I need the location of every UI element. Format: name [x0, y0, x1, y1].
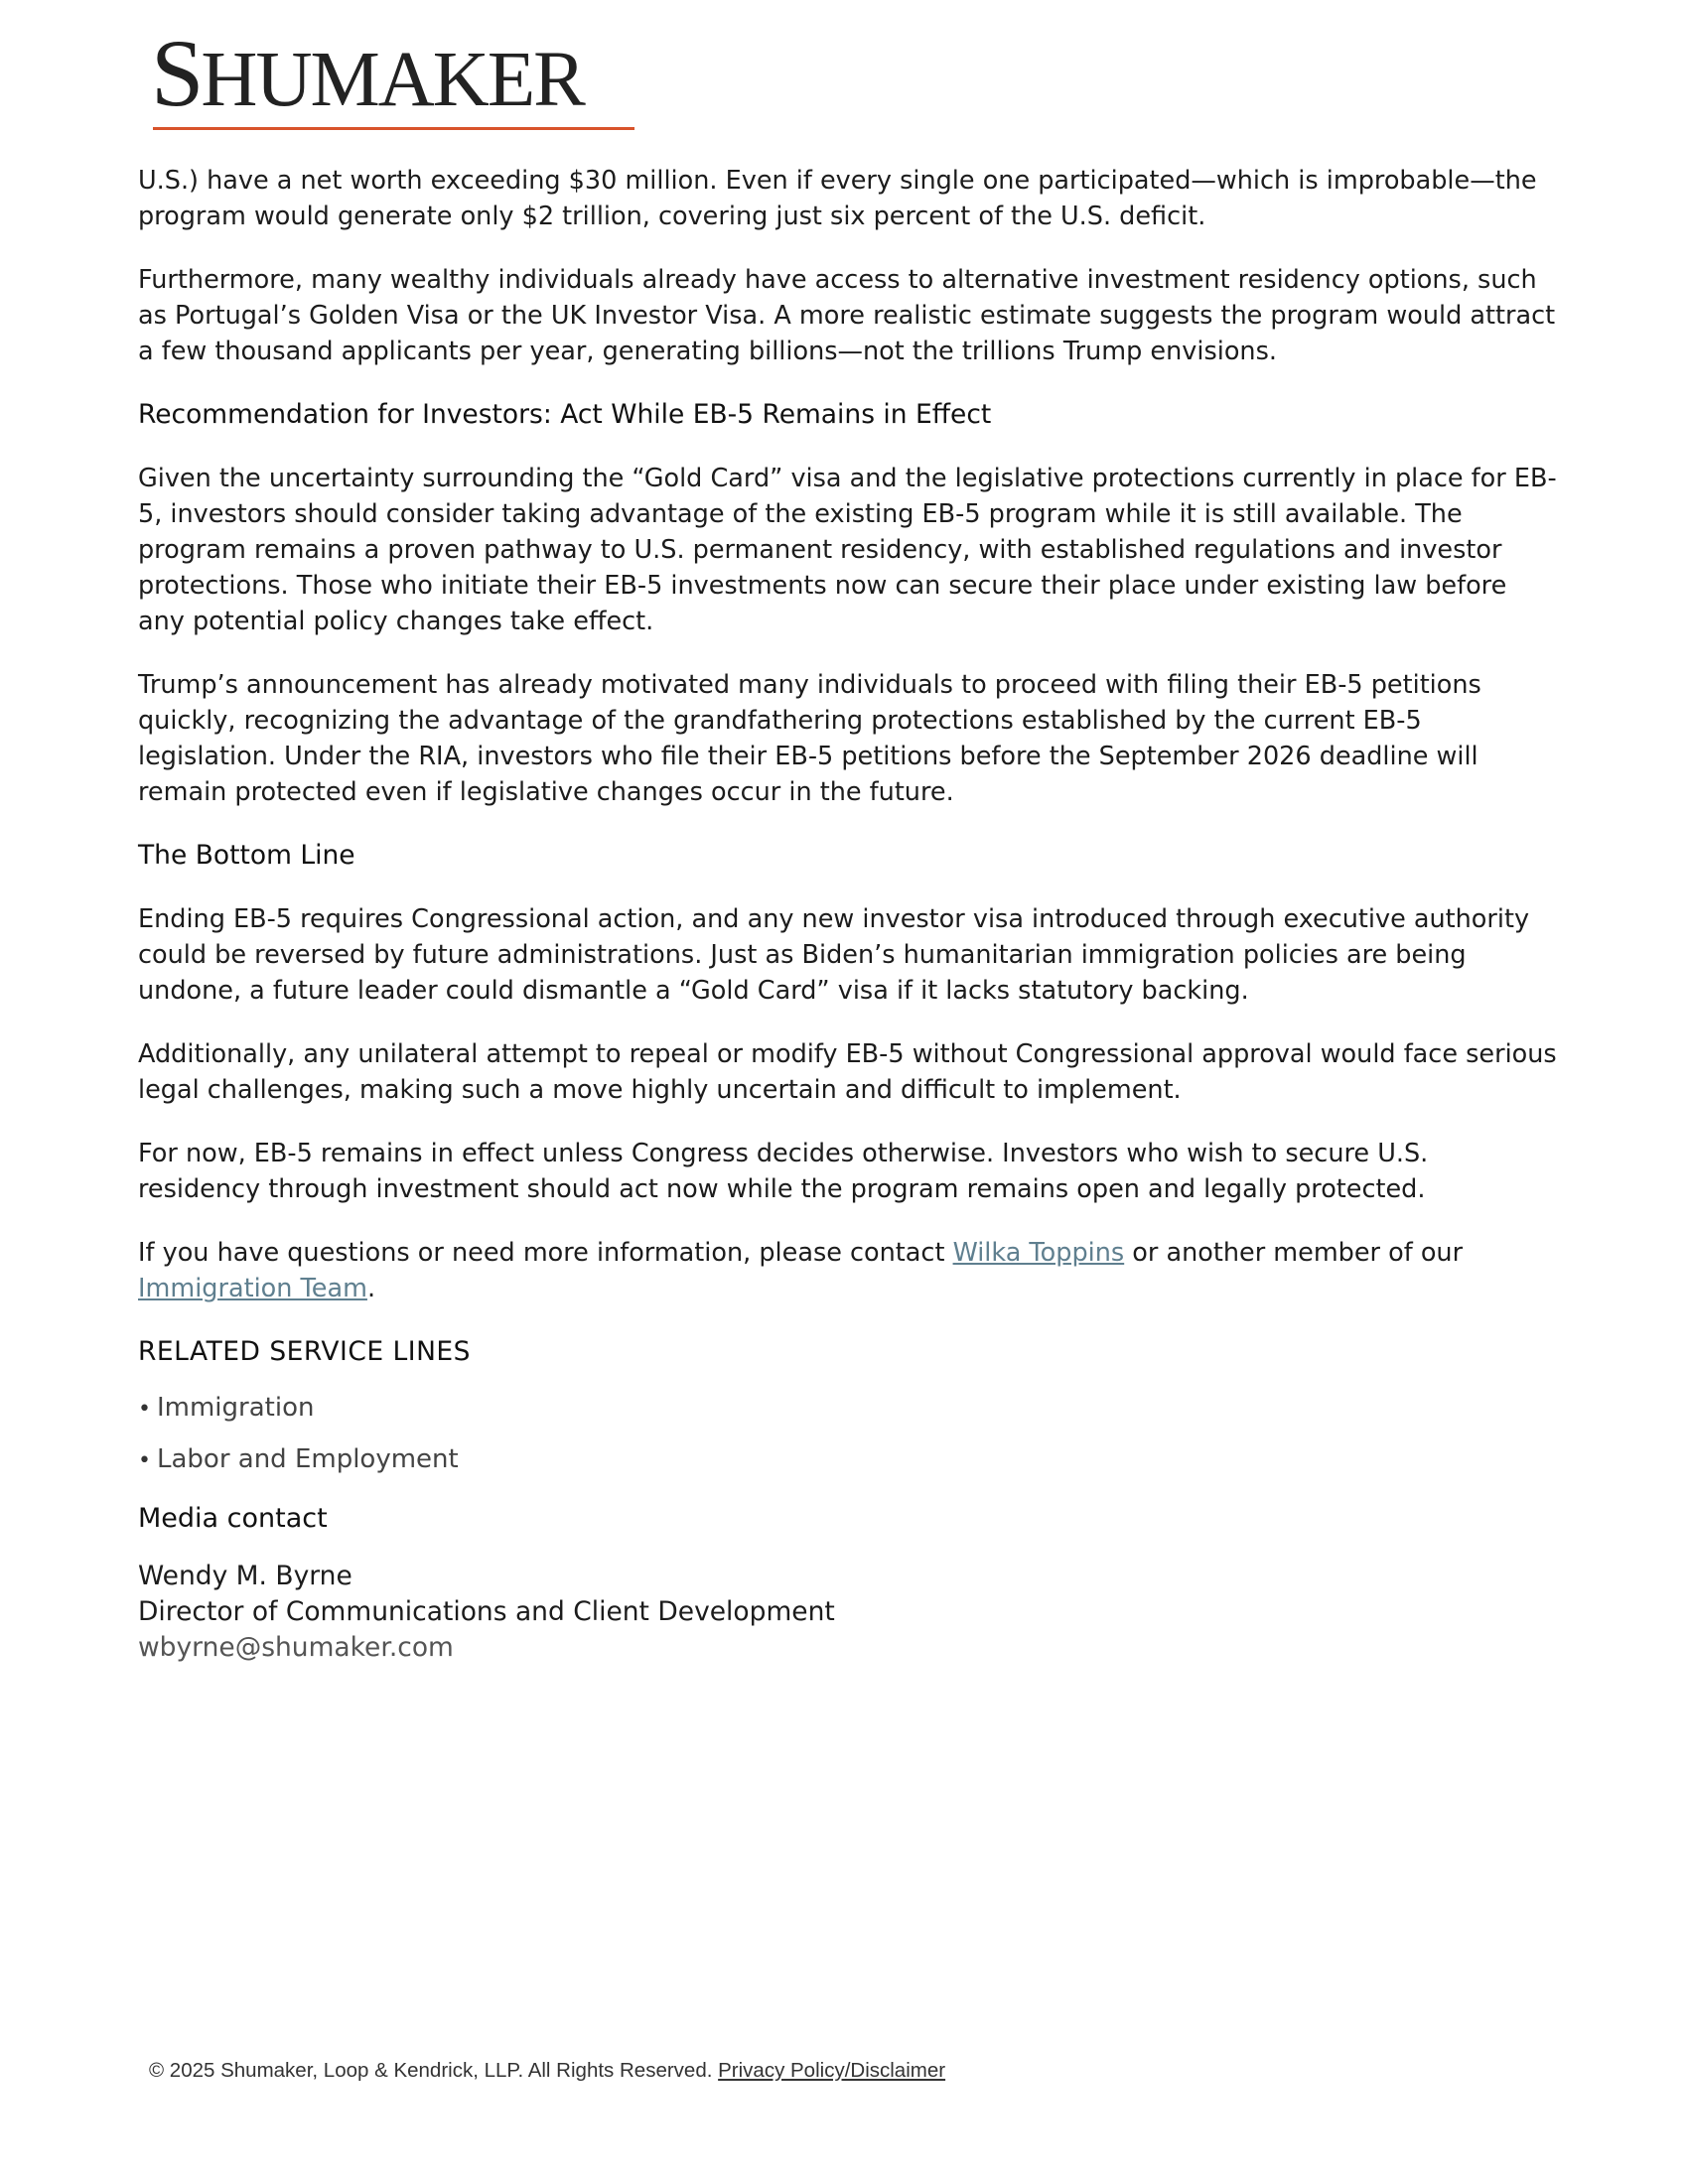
- related-services-heading: RELATED SERVICE LINES: [138, 1336, 471, 1367]
- media-contact-name: Wendy M. Byrne: [138, 1561, 352, 1591]
- bullet-icon: •: [138, 1448, 151, 1473]
- paragraph-act-now: For now, EB-5 remains in effect unless Congress decides otherwise. Investors who wish to secure U.S. residency through investment should act now while the program remains open and legally protected.: [138, 1139, 1429, 1204]
- logo-accent-rule: [153, 127, 634, 130]
- article-body: [138, 163, 1558, 1666]
- logo-rest: HUMAKER: [201, 37, 584, 123]
- service-immigration-link[interactable]: Immigration: [156, 1393, 315, 1423]
- paragraph-alternatives: Furthermore, many wealthy individuals already have access to alternative investment residency options, such as Portugal’s Golden Visa or the UK Investor Visa. A more realistic estimate suggests the program would attract a few thousand applicants per year, generating billions—not the trillions Trump envisions.: [138, 265, 1556, 366]
- media-contact-email[interactable]: wbyrne@shumaker.com: [138, 1632, 454, 1663]
- wilka-toppins-link[interactable]: Wilka Toppins: [952, 1238, 1125, 1268]
- service-labor-employment-link[interactable]: Labor and Employment: [156, 1444, 459, 1474]
- page-footer: [149, 2059, 945, 2083]
- shumaker-logo[interactable]: [151, 20, 635, 126]
- contact-text-middle: or another member of our: [1124, 1238, 1464, 1268]
- contact-text-end: .: [366, 1274, 376, 1303]
- bullet-icon: •: [138, 1397, 151, 1422]
- list-item[interactable]: [138, 1390, 1558, 1428]
- paragraph-net-worth: U.S.) have a net worth exceeding $30 million. Even if every single one participated—which is improbable—the program would generate only $2 trillion, covering just six percent of the U.S. deficit.: [138, 166, 1537, 231]
- paragraph-legal-challenges: Additionally, any unilateral attempt to repeal or modify EB-5 without Congressional approval would face serious legal challenges, making such a move highly uncertain and difficult to implement.: [138, 1039, 1557, 1105]
- contact-text-start: If you have questions or need more information, please contact: [138, 1238, 953, 1268]
- logo-initial: S: [151, 20, 202, 126]
- section-heading-recommendation: Recommendation for Investors: Act While EB-5 Remains in Effect: [138, 399, 992, 430]
- media-contact-heading: Media contact: [138, 1503, 328, 1534]
- paragraph-announcement: Trump’s announcement has already motivated many individuals to proceed with filing their EB-5 petitions quickly, recognizing the advantage of the grandfathering protections established by the current EB-5 legislation. Under the RIA, investors who file their EB-5 petitions before the September 2026 deadline will remain protected even if legislative changes occur in the future.: [138, 670, 1481, 807]
- paragraph-contact: [138, 1235, 1558, 1306]
- privacy-policy-link[interactable]: Privacy Policy/Disclaimer: [718, 2059, 946, 2082]
- logo-wordmark: [151, 20, 635, 126]
- paragraph-congressional-action: Ending EB-5 requires Congressional action, and any new investor visa introduced through executive authority could be reversed by future administrations. Just as Biden’s humanitarian immigration policies are being undone, a future leader could dismantle a “Gold Card” visa if it lacks statutory backing.: [138, 904, 1530, 1006]
- section-heading-bottom-line: The Bottom Line: [138, 840, 355, 871]
- footer-copyright: © 2025 Shumaker, Loop & Kendrick, LLP. All Rights Reserved.: [149, 2059, 719, 2082]
- immigration-team-link[interactable]: Immigration Team: [138, 1274, 367, 1303]
- list-item[interactable]: [138, 1441, 1558, 1479]
- paragraph-uncertainty: Given the uncertainty surrounding the “Gold Card” visa and the legislative protections currently in place for EB-5, investors should consider taking advantage of the existing EB-5 program while it is still available. The program remains a proven pathway to U.S. permanent residency, with established regulations and investor protections. Those who initiate their EB-5 investments now can secure their place under existing law before any potential policy changes take effect.: [138, 464, 1557, 636]
- media-contact-title: Director of Communications and Client Development: [138, 1596, 835, 1627]
- related-services-list: [138, 1390, 1558, 1479]
